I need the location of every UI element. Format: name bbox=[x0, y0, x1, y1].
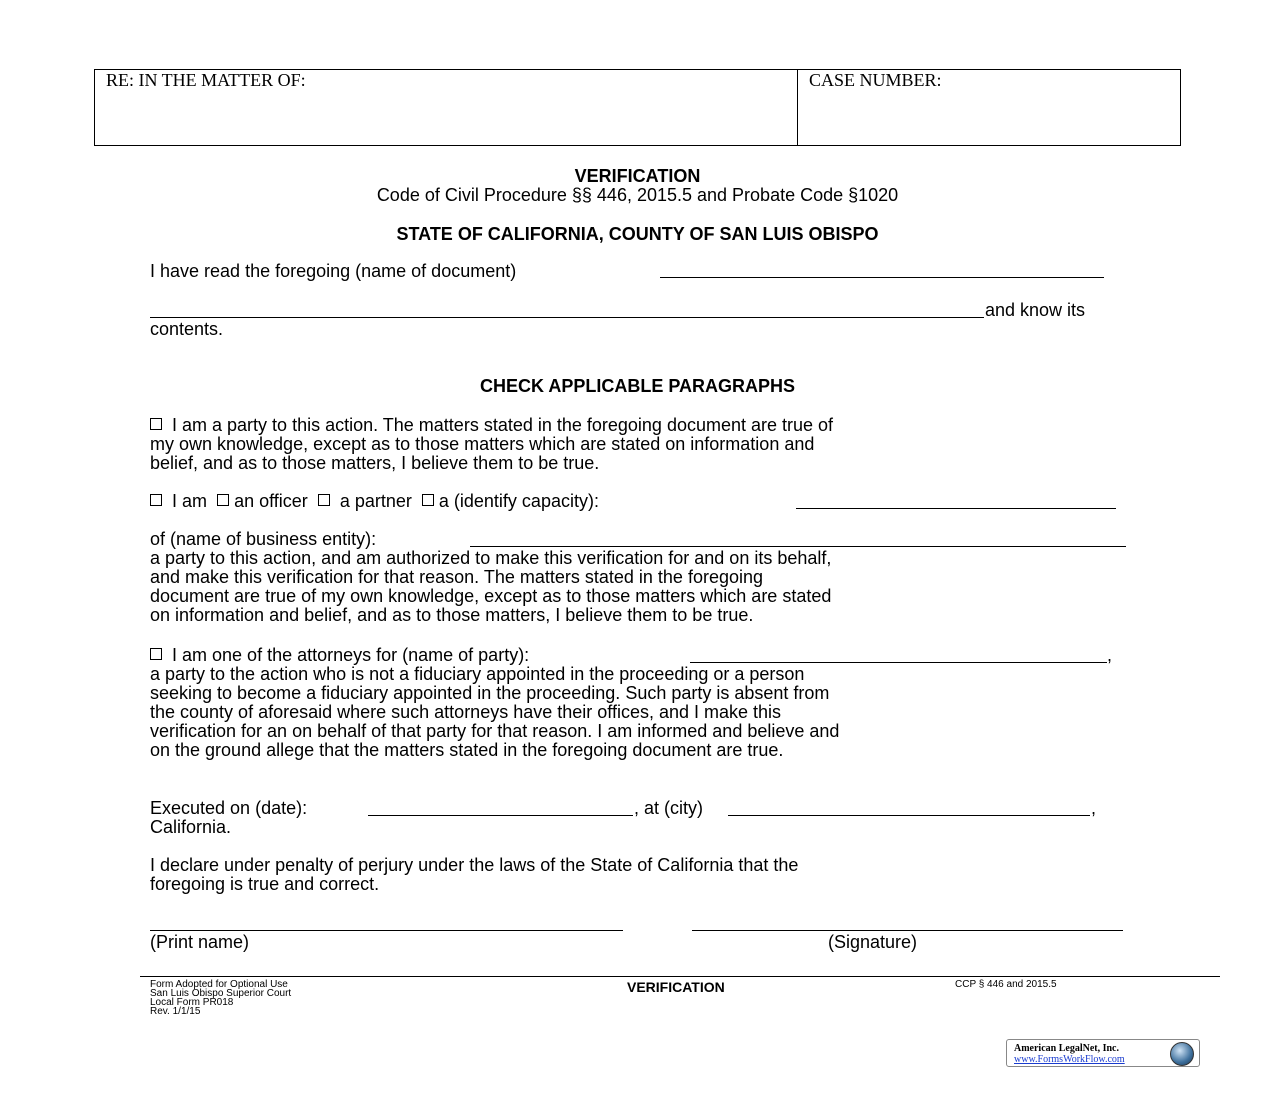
globe-icon bbox=[1170, 1042, 1194, 1066]
attorney-line-5: on the ground allege that the matters stated in the foregoing document are true. bbox=[150, 740, 784, 760]
party-paragraph bbox=[150, 416, 833, 473]
footer-line-1: Form Adopted for Optional Use bbox=[150, 979, 288, 990]
party-line-1: I am a party to this action. The matters stated in the foregoing document are true of bbox=[172, 415, 834, 435]
page-title: VERIFICATION bbox=[574, 166, 701, 186]
check-paragraphs-heading: CHECK APPLICABLE PARAGRAPHS bbox=[479, 376, 796, 396]
attorney-line-2: seeking to become a fiduciary appointed in the proceeding. Such party is absent from bbox=[150, 683, 830, 703]
attorney-label: I am one of the attorneys for (name of party): bbox=[172, 645, 530, 665]
executed-city-label: , at (city) bbox=[634, 798, 704, 818]
signature-field[interactable] bbox=[692, 930, 1123, 931]
party-line-3: belief, and as to those matters, I believe them to be true. bbox=[150, 453, 600, 473]
contents-text: contents. bbox=[150, 319, 224, 339]
i-am-label: I am bbox=[172, 491, 208, 511]
business-line-2: and make this verification for that reason. The matters stated in the foregoing bbox=[150, 567, 764, 587]
intro-line: I have read the foregoing (name of document) bbox=[150, 261, 517, 281]
capacity-row bbox=[150, 492, 599, 511]
officer-label: an officer bbox=[234, 491, 308, 511]
print-name-field[interactable] bbox=[150, 930, 623, 931]
business-entity-label: of (name of business entity): bbox=[150, 529, 377, 549]
executed-state: California. bbox=[150, 817, 232, 837]
attorney-line-1: a party to the action who is not a fiduciary appointed in the proceeding or a person bbox=[150, 664, 805, 684]
footer-citation: CCP § 446 and 2015.5 bbox=[955, 979, 1057, 990]
case-header-box bbox=[94, 69, 1181, 146]
case-number-label: CASE NUMBER: bbox=[809, 70, 942, 90]
attorney-paragraph bbox=[150, 665, 839, 760]
business-line-4: on information and belief, and as to those matters, I believe them to be true. bbox=[150, 605, 754, 625]
declaration-line-1: I declare under penalty of perjury under the laws of the State of California that the bbox=[150, 855, 799, 875]
identify-capacity-label: a (identify capacity): bbox=[438, 491, 599, 511]
footer-line-3: Local Form PR018 bbox=[150, 997, 234, 1008]
footer-title: VERIFICATION bbox=[627, 979, 725, 995]
footer-form-info bbox=[150, 980, 291, 1016]
logo-company-name: American LegalNet, Inc. bbox=[1014, 1043, 1119, 1054]
executed-comma: , bbox=[1091, 798, 1097, 818]
business-paragraph bbox=[150, 549, 831, 625]
partner-checkbox[interactable] bbox=[318, 494, 330, 506]
business-line-1: a party to this action, and am authorized to make this verification for and on its behalf, bbox=[150, 548, 832, 568]
footer-line-2: San Luis Obispo Superior Court bbox=[150, 988, 292, 999]
attorney-first-line bbox=[150, 646, 529, 665]
attorney-checkbox[interactable] bbox=[150, 648, 162, 660]
party-checkbox[interactable] bbox=[150, 418, 162, 430]
identify-capacity-checkbox[interactable] bbox=[422, 494, 434, 506]
party-line-2: my own knowledge, except as to those matters which are stated on information and bbox=[150, 434, 815, 454]
logo-url-link[interactable]: www.FormsWorkFlow.com bbox=[1014, 1054, 1125, 1065]
document-name-field-continued[interactable] bbox=[150, 317, 984, 318]
footer-rule bbox=[140, 976, 1220, 977]
print-name-label: (Print name) bbox=[150, 932, 250, 952]
matter-label: RE: IN THE MATTER OF: bbox=[106, 70, 306, 90]
attorney-line-4: verification for an on behalf of that party for that reason. I am informed and believe and bbox=[150, 721, 840, 741]
jurisdiction-heading: STATE OF CALIFORNIA, COUNTY OF SAN LUIS OBISPO bbox=[396, 224, 879, 244]
party-name-field[interactable] bbox=[690, 662, 1107, 663]
executed-date-field[interactable] bbox=[368, 815, 633, 816]
business-entity-field[interactable] bbox=[470, 546, 1126, 547]
executed-date-label: Executed on (date): bbox=[150, 798, 308, 818]
i-am-checkbox[interactable] bbox=[150, 494, 162, 506]
attorney-comma: , bbox=[1107, 645, 1113, 665]
page-subtitle: Code of Civil Procedure §§ 446, 2015.5 and Probate Code §1020 bbox=[376, 185, 899, 205]
officer-checkbox[interactable] bbox=[217, 494, 229, 506]
business-line-3: document are true of my own knowledge, except as to those matters which are stated bbox=[150, 586, 832, 606]
capacity-field[interactable] bbox=[796, 508, 1116, 509]
and-know-text: and know its bbox=[985, 300, 1086, 320]
executed-city-field[interactable] bbox=[728, 815, 1090, 816]
attorney-line-3: the county of aforesaid where such attorneys have their offices, and I make this bbox=[150, 702, 782, 722]
header-divider bbox=[797, 70, 798, 145]
declaration-line-2: foregoing is true and correct. bbox=[150, 874, 380, 894]
signature-label: (Signature) bbox=[828, 932, 918, 952]
footer-line-4: Rev. 1/1/15 bbox=[150, 1006, 201, 1017]
declaration-paragraph bbox=[150, 856, 798, 894]
partner-label: a partner bbox=[339, 491, 412, 511]
american-legalnet-logo[interactable] bbox=[1006, 1039, 1200, 1067]
document-name-field[interactable] bbox=[660, 277, 1104, 278]
